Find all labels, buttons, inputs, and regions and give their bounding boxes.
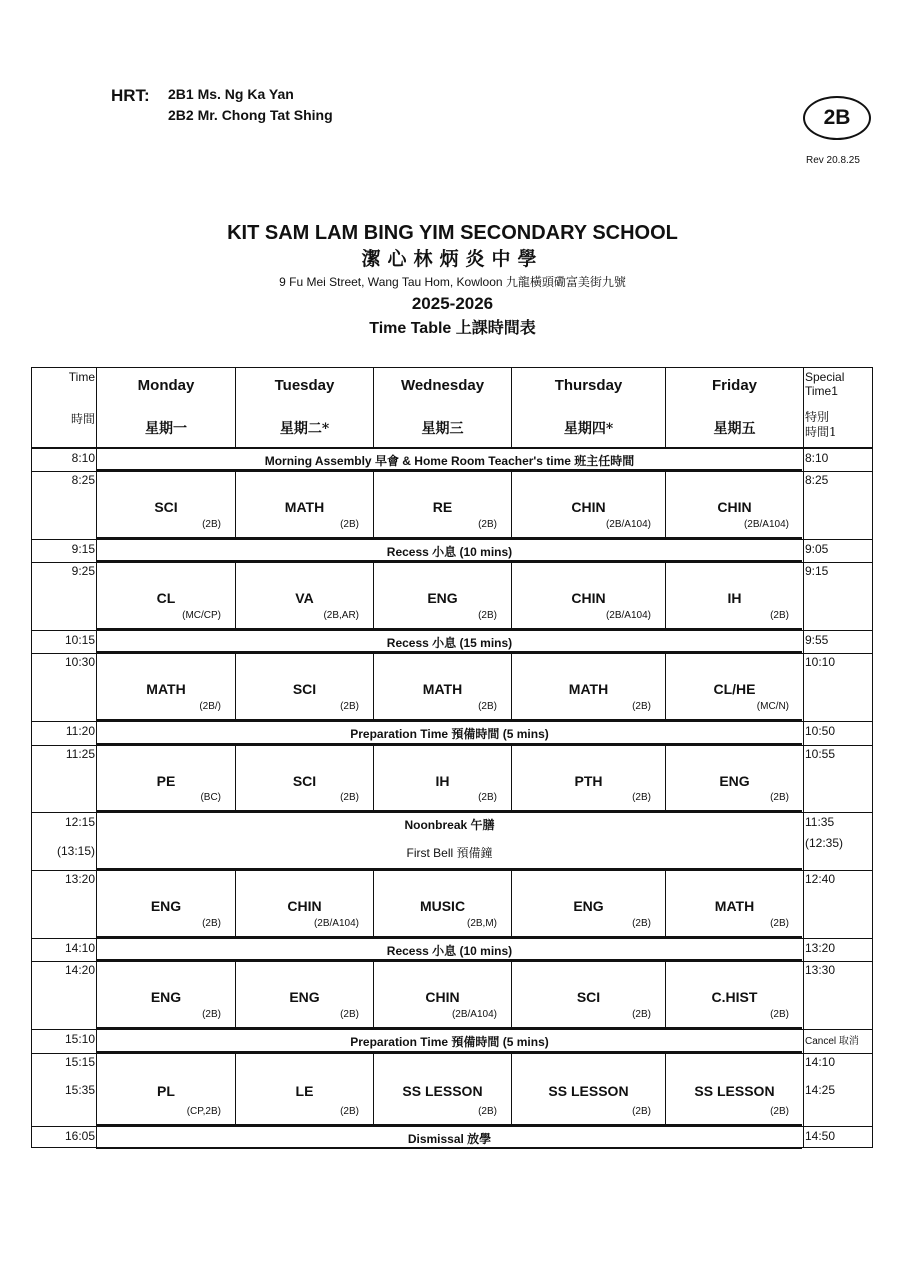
lesson-room: (2B) [202, 519, 221, 530]
period-special-time: 14:10 [805, 1055, 836, 1069]
grid-line-row [32, 961, 872, 962]
school-name-en: KIT SAM LAM BING YIM SECONDARY SCHOOL [227, 222, 678, 244]
lesson-subject: VA [295, 590, 314, 606]
lesson-subject: SCI [154, 499, 178, 515]
lesson-room: (2B) [632, 1009, 651, 1020]
band-time: 15:10 [64, 1032, 95, 1046]
grid-line-row [32, 471, 872, 472]
band-time: 16:05 [64, 1129, 95, 1143]
lesson-subject: CHIN [717, 499, 752, 515]
band-special-time: 14:50 [805, 1129, 836, 1143]
band-special-time: 13:20 [805, 941, 836, 955]
lesson-room: (2B) [770, 918, 789, 929]
period-time-secondary: 15:35 [64, 1083, 95, 1097]
lesson-subject: MUSIC [419, 898, 466, 914]
lesson-subject: MATH [714, 898, 755, 914]
period-special-time: 8:25 [805, 473, 829, 487]
lesson-subject: SCI [292, 681, 317, 697]
period-time: 13:20 [64, 872, 95, 886]
lesson-subject: CHIN [571, 499, 606, 515]
period-special-time: 13:30 [805, 963, 836, 977]
lesson-subject: PL [157, 1083, 175, 1099]
lesson-room: (BC) [200, 792, 221, 803]
lesson-room: (2B/A104) [313, 918, 359, 929]
hrt-teacher-2b2: 2B2 Mr. Chong Tat Shing [168, 107, 333, 123]
period-special-time: 10:10 [805, 655, 836, 669]
day-header-en: Wednesday [400, 377, 485, 394]
day-header-en: Tuesday [274, 377, 335, 394]
lesson-subject: IH [435, 773, 450, 789]
lesson-room: (2B/A104) [743, 519, 789, 530]
lesson-room: (2B) [340, 519, 359, 530]
lesson-room: (2B,AR) [323, 610, 359, 621]
period-special-time: 10:55 [805, 747, 836, 761]
lesson-subject: C.HIST [711, 989, 758, 1005]
lesson-room: (2B) [340, 792, 359, 803]
lesson-room: (MC/CP) [182, 610, 221, 621]
lesson-room: (2B) [340, 1009, 359, 1020]
band-label-secondary: First Bell 預備鐘 [406, 846, 493, 860]
lesson-subject: SCI [576, 989, 601, 1005]
lesson-room: (2B) [340, 701, 359, 712]
school-address: 9 Fu Mei Street, Wang Tau Hom, Kowloon 九龍橫頭磡富美街九號 [279, 275, 626, 289]
class-badge: 2B [803, 96, 871, 140]
grid-line-row [32, 539, 872, 540]
band-special-time: 9:05 [805, 542, 829, 556]
lesson-room: (MC/N) [756, 701, 789, 712]
band-special-time: 11:35 [805, 815, 835, 829]
band-special-time: 8:10 [805, 451, 829, 465]
grid-line-row [32, 1053, 872, 1054]
lesson-room: (2B/A104) [605, 519, 651, 530]
grid-line-special-col [803, 368, 804, 1147]
lesson-subject: SCI [292, 773, 317, 789]
lesson-subject: SS LESSON [402, 1083, 483, 1099]
lesson-room: (2B) [770, 1106, 789, 1117]
lesson-room: (2B) [632, 918, 651, 929]
lesson-subject: ENG [150, 989, 182, 1005]
band-time-secondary: (13:15) [56, 844, 95, 858]
period-time: 8:25 [71, 473, 95, 487]
band-label: Recess 小息 (10 mins) [386, 944, 513, 958]
lesson-room: (2B) [340, 1106, 359, 1117]
grid-line-row [32, 1126, 872, 1127]
lesson-room: (2B) [632, 701, 651, 712]
lesson-subject: CL/HE [713, 681, 756, 697]
lesson-room: (2B) [478, 519, 497, 530]
period-time: 9:25 [71, 564, 95, 578]
grid-line-row [32, 721, 872, 722]
lesson-subject: CHIN [287, 898, 322, 914]
day-header-en: Friday [711, 377, 757, 394]
lesson-subject: ENG [719, 773, 750, 789]
grid-line-row [32, 1029, 872, 1030]
band-time: 14:10 [64, 941, 95, 955]
lesson-room: (2B/) [199, 701, 221, 712]
grid-line-row [32, 745, 872, 746]
period-time: 10:30 [64, 655, 95, 669]
band-label: Dismissal 放學 [407, 1132, 492, 1146]
band-label: Preparation Time 預備時間 (5 mins) [350, 727, 549, 741]
grid-line-row [32, 812, 872, 813]
lesson-subject: MATH [146, 681, 186, 697]
grid-line-row [32, 653, 872, 654]
day-header-en: Thursday [554, 377, 623, 394]
lesson-room: (2B/A104) [451, 1009, 497, 1020]
day-header-zh: 星期二* [279, 421, 330, 437]
lesson-room: (2B) [202, 918, 221, 929]
period-time: 11:25 [65, 747, 95, 761]
grid-line-time-col [96, 368, 97, 1147]
grid-line-row [32, 938, 872, 939]
band-label: Noonbreak 午膳 [404, 818, 495, 832]
timetable-title: Time Table 上課時間表 [369, 320, 536, 337]
timetable-grid [31, 367, 873, 1148]
lesson-subject: MATH [568, 681, 609, 697]
lesson-room: (2B/A104) [605, 610, 651, 621]
hrt-teacher-2b1: 2B1 Ms. Ng Ka Yan [168, 86, 294, 102]
band-label: Recess 小息 (10 mins) [386, 545, 513, 559]
school-name-zh: 潔心林炳炎中學 [361, 248, 544, 270]
lesson-subject: ENG [150, 898, 182, 914]
day-header-zh: 星期三 [421, 421, 464, 437]
lesson-room: (CP,2B) [186, 1106, 221, 1117]
period-special-time: 9:15 [805, 564, 829, 578]
hrt-label: HRT: [111, 86, 150, 105]
grid-line-row [32, 448, 872, 449]
lesson-subject: ENG [289, 989, 320, 1005]
band-time: 9:15 [71, 542, 95, 556]
special-header-en: Special Time1 [805, 370, 845, 398]
lesson-subject: SS LESSON [548, 1083, 629, 1099]
band-time: 8:10 [71, 451, 95, 465]
lesson-room: (2B) [478, 792, 497, 803]
grid-line-row [32, 870, 872, 871]
band-label: Morning Assembly 早會 & Home Room Teacher's time 班主任時間 [264, 454, 635, 468]
band-special-secondary: (12:35) [805, 836, 844, 850]
lesson-room: (2B) [478, 701, 497, 712]
period-time: 14:20 [64, 963, 95, 977]
lesson-subject: ENG [573, 898, 604, 914]
day-header-zh: 星期四* [563, 421, 614, 437]
band-label: Recess 小息 (15 mins) [386, 636, 513, 650]
special-header-zh: 特別時間1 [805, 410, 837, 439]
band-time: 10:15 [64, 633, 95, 647]
lesson-room: (2B) [770, 792, 789, 803]
lesson-room: (2B) [770, 610, 789, 621]
lesson-subject: LE [295, 1083, 314, 1099]
band-label: Preparation Time 預備時間 (5 mins) [350, 1035, 549, 1049]
time-header-en: Time [68, 370, 95, 384]
band-special-time: Cancel 取消 [805, 1036, 859, 1047]
lesson-subject: CHIN [571, 590, 606, 606]
time-header-zh: 時間 [70, 412, 95, 426]
lesson-subject: CHIN [425, 989, 460, 1005]
lesson-subject: ENG [427, 590, 458, 606]
grid-line-row [32, 630, 872, 631]
school-year: 2025-2026 [411, 294, 494, 313]
lesson-subject: SS LESSON [694, 1083, 775, 1099]
band-time: 11:20 [65, 724, 95, 738]
lesson-subject: IH [727, 590, 742, 606]
school-header [0, 220, 905, 342]
day-header-zh: 星期一 [145, 421, 187, 437]
band-time: 12:15 [64, 815, 95, 829]
day-header-zh: 星期五 [713, 421, 756, 437]
day-header-en: Monday [137, 377, 195, 394]
lesson-subject: PE [156, 773, 176, 789]
band-special-time: 10:50 [805, 724, 836, 738]
lesson-room: (2B) [478, 1106, 497, 1117]
lesson-room: (2B) [770, 1009, 789, 1020]
grid-line-row [32, 562, 872, 563]
band-special-time: 9:55 [805, 633, 829, 647]
lesson-subject: MATH [284, 499, 325, 515]
period-special-time: 12:40 [805, 872, 836, 886]
lesson-subject: CL [156, 590, 176, 606]
lesson-room: (2B) [202, 1009, 221, 1020]
lesson-room: (2B,M) [467, 918, 497, 929]
period-time: 15:15 [64, 1055, 95, 1069]
grid-line-band-bottom [96, 1147, 802, 1149]
lesson-subject: RE [432, 499, 453, 515]
lesson-subject: PTH [574, 773, 603, 789]
lesson-room: (2B) [632, 1106, 651, 1117]
revision-note: Rev 20.8.25 [806, 155, 860, 166]
lesson-subject: MATH [422, 681, 463, 697]
period-special-secondary: 14:25 [805, 1083, 836, 1097]
lesson-room: (2B) [478, 610, 497, 621]
lesson-room: (2B) [632, 792, 651, 803]
